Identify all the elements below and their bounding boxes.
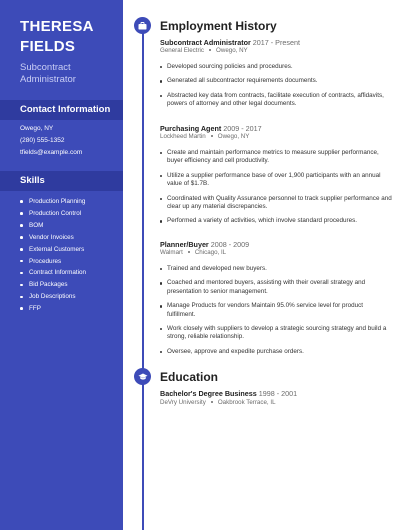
job-company: Lockheed Martin [160,133,206,140]
sidebar [0,0,123,530]
job-bullet: Create and maintain performance metrics to measure supplier performance, buyer efficiency and cell productivity. [160,149,392,166]
timeline-line [142,26,144,530]
job-entry [160,124,392,232]
skill-item: Job Descriptions [20,291,86,303]
job-company: General Electric [160,47,205,54]
contact-phone[interactable]: (280) 555-1352 [20,137,65,144]
job-dates: 2008 - 2009 [210,240,250,249]
degree: Bachelor's Degree Business [160,389,257,398]
job-dates: 2009 - 2017 [223,124,262,133]
separator-dot [211,135,213,137]
job-location: Owego, NY [217,133,250,140]
job-bullets [160,149,392,226]
job-company-line [160,133,392,141]
graduation-cap-icon [134,368,151,385]
skill-item: BOM [20,220,86,232]
job-bullet: Abstracted key data from contracts, facilitate execution of contracts, affidavits, powers of attorney and other legal documents. [160,92,392,109]
skill-item: Production Planning [20,196,86,208]
job-location: Chicago, IL [194,249,227,256]
contact-heading: Contact Information [0,100,123,120]
last-name: FIELDS [20,38,76,55]
job-bullets [160,63,392,109]
skill-item: Procedures [20,256,86,268]
job-company-line [160,47,392,55]
job-bullet: Utilize a supplier performance base of over 1,900 participants with an annual value of $1.7B. [160,172,392,189]
education-school-line [160,399,276,407]
job-header [160,124,392,133]
job-bullet: Generated all subcontractor requirements documents. [160,77,392,85]
job-bullets [160,265,392,356]
briefcase-icon [134,17,151,34]
job-role: Purchasing Agent [160,124,222,133]
job-dates: 2017 - Present [252,38,300,47]
job-role: Planner/Buyer [160,240,209,249]
job-entry [160,38,392,115]
job-bullet: Manage Products for vendors Maintain 95.0% service level for product fulfillment. [160,302,392,319]
skill-item: Vendor Invoices [20,232,86,244]
skill-item: Bid Packages [20,279,86,291]
separator-dot [209,49,211,51]
employment-heading: Employment History [160,19,277,33]
education-header [160,389,297,398]
candidate-name [20,17,120,57]
skill-item: FFP [20,303,86,315]
job-bullet: Developed sourcing policies and procedures. [160,63,392,71]
school-name: DeVry University [160,399,206,406]
job-location: Owego, NY [216,47,248,54]
job-bullet: Work closely with suppliers to develop a strategic sourcing strategy and build a strong, reliable relationship. [160,325,392,342]
job-bullet: Performed a variety of activities, which involve standard procedures. [160,217,392,225]
job-header [160,38,392,47]
education-heading: Education [160,370,219,384]
job-title-line2: Administrator [20,74,76,85]
job-company: Walmart [160,249,183,256]
skill-item: External Customers [20,244,86,256]
separator-dot [211,401,213,403]
job-header [160,240,392,249]
contact-email[interactable]: tfields@example.com [20,149,83,156]
separator-dot [188,251,190,253]
school-location: Oakbrook Terrace, IL [217,399,276,406]
job-role: Subcontract Administrator [160,38,251,47]
skills-heading: Skills [0,171,123,191]
job-title-line1: Subcontract [20,62,71,73]
job-bullet: Trained and developed new buyers. [160,265,392,273]
contact-location: Owego, NY [20,125,54,132]
job-entry [160,240,392,362]
job-title [20,62,120,86]
skills-list [20,196,86,315]
skill-item: Contract Information [20,267,86,279]
first-name: THERESA [20,18,94,35]
skill-item: Production Control [20,208,86,220]
education-dates: 1998 - 2001 [258,389,298,398]
job-bullet: Oversee, approve and expedite purchase orders. [160,348,392,356]
job-bullet: Coached and mentored buyers, assisting with their overall strategy and presentation to senior management. [160,279,392,296]
job-company-line [160,249,392,257]
job-bullet: Coordinated with Quality Assurance personnel to track supplier performance and clear up any material discrepancies. [160,195,392,212]
